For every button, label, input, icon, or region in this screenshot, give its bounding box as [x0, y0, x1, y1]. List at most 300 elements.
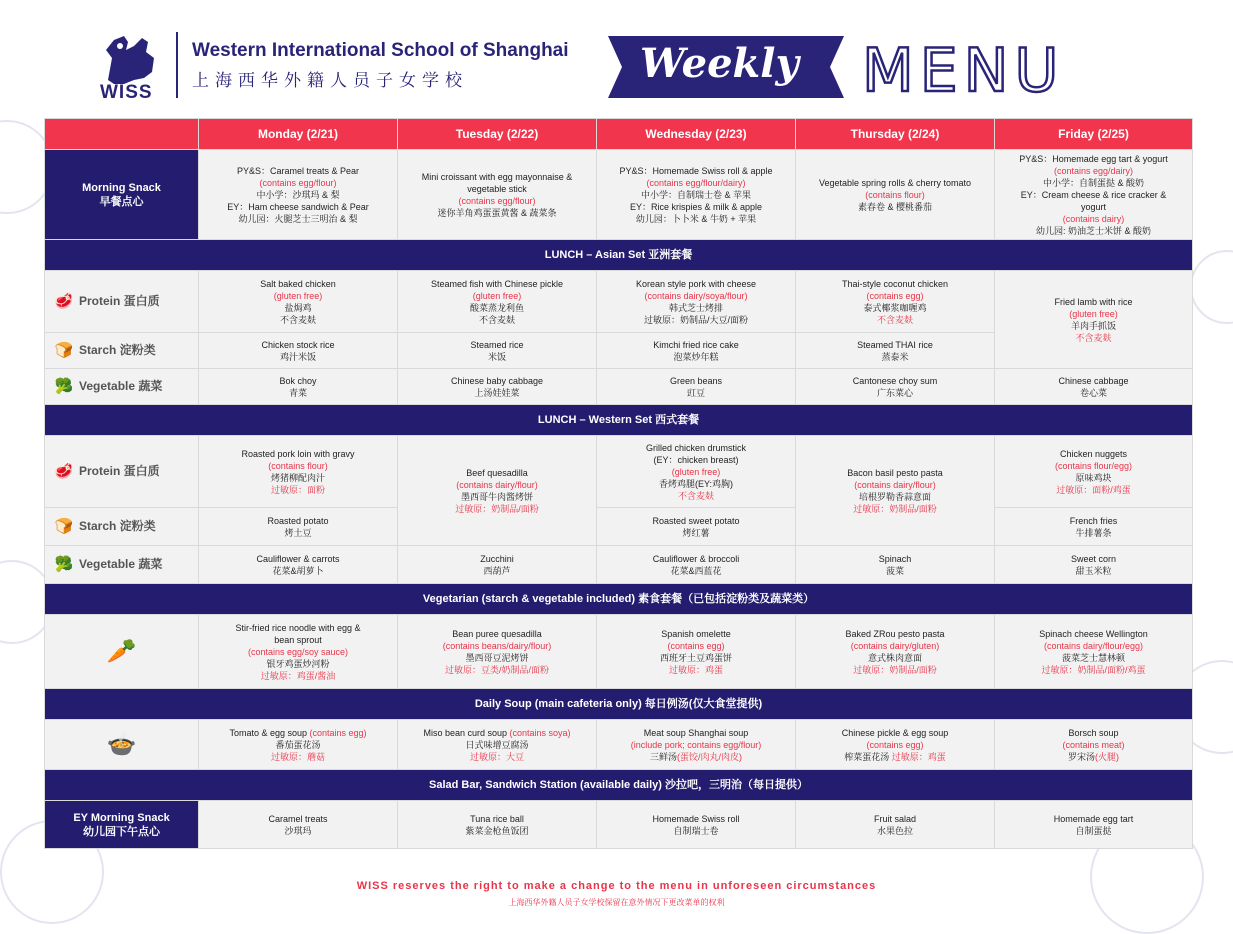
allergen-note: (contains egg/flour): [259, 177, 337, 188]
cell-line: [601, 739, 791, 751]
vegetable-label: [45, 546, 199, 584]
cell-line: [402, 640, 592, 652]
dish-text: 花菜&胡萝卜: [272, 565, 324, 576]
cell-line: [402, 553, 592, 565]
menu-cell: [597, 436, 796, 508]
western-starch-row: [45, 508, 1193, 546]
cell-line: [402, 565, 592, 577]
dish-text: Chicken stock rice: [261, 339, 335, 350]
cell-line: [402, 751, 592, 763]
cell-line: [601, 165, 791, 177]
menu-cell: [995, 801, 1193, 849]
cell-line: [800, 813, 990, 825]
dish-text: Roasted sweet potato: [652, 515, 740, 526]
dish-text: 沙琪玛: [284, 825, 312, 836]
dish-text: Green beans: [669, 375, 723, 386]
cell-line: [402, 195, 592, 207]
cell-line: [203, 646, 393, 658]
cell-line: [800, 739, 990, 751]
cell-line: [203, 565, 393, 577]
dish-text: Korean style pork with cheese: [635, 278, 757, 289]
weekly-title: Weekly: [640, 40, 799, 87]
menu-cell: [398, 801, 597, 849]
menu-cell: [199, 720, 398, 770]
cell-line: [999, 664, 1188, 676]
carrot-icon: 🥕: [45, 615, 199, 689]
cell-line: [601, 278, 791, 290]
cell-line: [203, 375, 393, 387]
dish-text: 罗宋汤: [1067, 751, 1095, 762]
cell-line: [203, 622, 393, 634]
cell-line: [999, 472, 1188, 484]
cell-line: [402, 302, 592, 314]
dish-text: EY：Rice krispies & milk & apple: [629, 201, 763, 212]
dish-text: Grilled chicken drumstick: [645, 442, 747, 453]
cell-line: [999, 201, 1188, 213]
cell-line: [800, 727, 990, 739]
dish-text: PY&S：Homemade Swiss roll & apple: [619, 165, 773, 176]
allergen-note: 过敏原：鸡蛋: [668, 664, 723, 675]
allergen-note: (contains flour/egg): [1054, 460, 1133, 471]
cell-line: [800, 628, 990, 640]
cell-line: [800, 314, 990, 326]
cell-line: [800, 640, 990, 652]
menu-cell: [995, 436, 1193, 508]
dish-text: PY&S：Caramel treats & Pear: [236, 165, 360, 176]
cell-line: [203, 201, 393, 213]
menu-cell: [995, 720, 1193, 770]
cell-line: [601, 640, 791, 652]
dish-text: French fries: [1069, 515, 1118, 526]
cell-line: [203, 448, 393, 460]
dish-text: 豇豆: [686, 387, 705, 398]
day-header-row: [45, 119, 1193, 150]
cell-line: [800, 751, 990, 763]
cell-line: [999, 652, 1188, 664]
allergen-note: (contains egg): [667, 640, 725, 651]
allergen-note: (contains meat): [1062, 739, 1125, 750]
dish-text: 青菜: [288, 387, 307, 398]
cell-line: [999, 640, 1188, 652]
dish-text: 烤猪柳配肉汁: [270, 472, 325, 483]
western-section-row: [45, 405, 1193, 436]
salad-section-row: [45, 770, 1193, 801]
cell-line: [203, 339, 393, 351]
vegetarian-section-row: [45, 584, 1193, 615]
dish-text: Tuna rice ball: [470, 813, 524, 824]
allergen-note: (contains egg/flour): [458, 195, 536, 206]
allergen-note: (contains flour): [865, 189, 925, 200]
allergen-note: (gluten free): [671, 466, 721, 477]
dish-text: Homemade Swiss roll: [652, 813, 740, 824]
cell-line: [601, 478, 791, 490]
broccoli-icon: 🥦: [54, 377, 74, 395]
menu-cell: [597, 546, 796, 584]
allergen-note: 过敏原：蘑菇: [270, 751, 325, 762]
menu-cell: [199, 615, 398, 689]
menu-cell: [597, 801, 796, 849]
cell-line: [800, 351, 990, 363]
cell-line: [601, 466, 791, 478]
dish-text: Thai-style coconut chicken: [841, 278, 949, 289]
dish-text: 韩式芝士烤排: [668, 302, 723, 313]
meat-icon: 🥩: [54, 462, 74, 480]
dish-text: Fruit salad: [873, 813, 917, 824]
dish-text: Vegetable spring rolls & cherry tomato: [818, 177, 972, 188]
cell-line: [402, 171, 592, 183]
cell-line: [601, 664, 791, 676]
dish-text: 菠菜芝士慧林顿: [1061, 652, 1125, 663]
cell-line: [402, 351, 592, 363]
cell-line: [800, 503, 990, 515]
dish-text: 自制瑞士卷: [673, 825, 719, 836]
cell-line: [800, 375, 990, 387]
cell-line: [203, 290, 393, 302]
cell-line: [800, 479, 990, 491]
dish-text: Cauliflower & broccoli: [652, 553, 740, 564]
cell-line: [203, 813, 393, 825]
cell-line: [402, 652, 592, 664]
dish-text: Homemade egg tart: [1053, 813, 1134, 824]
dish-text: Cantonese choy sum: [852, 375, 938, 386]
dish-text: 榨菜蛋花汤: [844, 751, 892, 762]
logo-wordmark: WISS: [100, 82, 153, 103]
menu-cell: [597, 271, 796, 333]
dish-text: EY：Cream cheese & rice cracker &: [1020, 189, 1167, 200]
label-text: Vegetable 蔬菜: [79, 379, 163, 394]
dish-text: Mini croissant with egg mayonnaise &: [421, 171, 573, 182]
asian-veg-row: [45, 369, 1193, 405]
cell-line: [999, 813, 1188, 825]
cell-line: [203, 527, 393, 539]
dish-text: 西班牙土豆鸡蛋饼: [659, 652, 732, 663]
section-title: LUNCH – Western Set 西式套餐: [45, 405, 1193, 436]
menu-cell: [796, 333, 995, 369]
cell-line: [999, 460, 1188, 472]
western-veg-row: [45, 546, 1193, 584]
cell-line: [999, 527, 1188, 539]
cell-line: [402, 727, 592, 739]
dish-text: Miso bean curd soup: [423, 727, 510, 738]
allergen-note: (contains beans/dairy/flour): [442, 640, 552, 651]
dish-text: 银牙鸡蛋炒河粉: [266, 658, 330, 669]
label-cn: 幼儿园下午点心: [83, 825, 160, 838]
bread-icon: 🍞: [54, 517, 74, 535]
menu-cell: [398, 369, 597, 405]
cell-line: [203, 484, 393, 496]
dish-text: 香烤鸡腿(EY:鸡胸): [658, 478, 733, 489]
section-title: Daily Soup (main cafeteria only) 每日例汤(仅大食堂提供): [45, 689, 1193, 720]
cell-line: [402, 628, 592, 640]
cell-line: [203, 739, 393, 751]
allergen-note: (contains dairy/soya/flour): [644, 290, 748, 301]
dish-text: 羊肉手抓饭: [1070, 320, 1116, 331]
menu-cell: [199, 508, 398, 546]
cell-line: [601, 302, 791, 314]
cell-line: [800, 278, 990, 290]
cell-line: [601, 213, 791, 225]
cell-line: [601, 813, 791, 825]
cell-line: [203, 634, 393, 646]
cell-line: [601, 454, 791, 466]
dish-text: 幼儿园：火腿芝士三明治 & 梨: [238, 213, 358, 224]
cell-line: [999, 225, 1188, 237]
allergen-note: (gluten free): [1069, 308, 1118, 319]
dish-text: 墨西哥牛肉酱烤饼: [460, 491, 533, 502]
cell-line: [402, 664, 592, 676]
starch-label: [45, 333, 199, 369]
cell-line: [203, 302, 393, 314]
header-divider: [176, 32, 178, 98]
dish-text: 中小学：自制蛋挞 & 酸奶: [1042, 177, 1144, 188]
decor-circle: [1190, 250, 1233, 324]
menu-cell: [995, 150, 1193, 240]
cell-line: [999, 727, 1188, 739]
cell-line: [999, 153, 1188, 165]
cell-line: [800, 387, 990, 399]
label-en: EY Morning Snack: [73, 811, 170, 824]
cell-line: [999, 308, 1188, 320]
dish-text: 三鲜汤: [649, 751, 677, 762]
cell-line: [999, 296, 1188, 308]
dish-text: 酸菜蒸龙利鱼: [469, 302, 524, 313]
menu-cell: [199, 271, 398, 333]
cell-line: [601, 515, 791, 527]
dish-text: Caramel treats: [268, 813, 328, 824]
dish-text: 盐焗鸡: [284, 302, 312, 313]
cell-line: [402, 314, 592, 326]
dish-text: 米饭: [487, 351, 506, 362]
allergen-note: 过敏原：豆类/奶制品/面粉: [444, 664, 549, 675]
dish-text: Steamed fish with Chinese pickle: [430, 278, 564, 289]
ey-snack-row: [45, 801, 1193, 849]
cell-line: [203, 351, 393, 363]
cell-line: [601, 825, 791, 837]
cell-line: [203, 553, 393, 565]
cell-line: [402, 813, 592, 825]
dish-text: 菠菜: [885, 565, 904, 576]
cell-line: [999, 189, 1188, 201]
menu-cell: [398, 271, 597, 333]
menu-cell: [995, 508, 1193, 546]
cell-line: [402, 278, 592, 290]
dish-text: 素春卷 & 樱桃番茄: [857, 201, 932, 212]
dish-text: Borsch soup: [1068, 727, 1119, 738]
menu-cell: [597, 508, 796, 546]
allergen-note: (contains soya): [509, 727, 571, 738]
protein-label: [45, 271, 199, 333]
allergen-note: (contains dairy/flour/egg): [1043, 640, 1144, 651]
dish-text: Steamed THAI rice: [857, 339, 933, 350]
menu-cell: [597, 150, 796, 240]
section-title: Salad Bar, Sandwich Station (available daily) 沙拉吧，三明治（每日提供）: [45, 770, 1193, 801]
cell-line: [999, 177, 1188, 189]
dish-text: Bean puree quesadilla: [452, 628, 542, 639]
allergen-note: (contains egg/soy sauce): [247, 646, 349, 657]
dish-text: 幼儿园: 奶油芝士米饼 & 酸奶: [1035, 225, 1151, 236]
allergen-note: (contains dairy/gluten): [850, 640, 940, 651]
starch-label: [45, 508, 199, 546]
cell-line: [999, 484, 1188, 496]
morning-snack-label: [45, 150, 199, 240]
cell-line: [800, 664, 990, 676]
cell-line: [402, 207, 592, 219]
dish-text: 上汤娃娃菜: [474, 387, 520, 398]
cell-line: [800, 302, 990, 314]
dish-text: EY：Ham cheese sandwich & Pear: [227, 201, 369, 212]
menu-cell: [398, 615, 597, 689]
menu-cell: [199, 333, 398, 369]
cell-line: [601, 387, 791, 399]
cell-line: [402, 339, 592, 351]
dish-text: 甜玉米粒: [1075, 565, 1112, 576]
cell-line: [402, 491, 592, 503]
asian-protein-row: [45, 271, 1193, 333]
morning-snack-row: [45, 150, 1193, 240]
allergen-note: (蛋饺/肉丸/肉皮): [677, 751, 742, 762]
dish-text: 鸡汁米饭: [279, 351, 316, 362]
label-text: Starch 淀粉类: [79, 343, 156, 358]
section-title: Vegetarian (starch & vegetable included) 素食套餐（已包括淀粉类及蔬菜类）: [45, 584, 1193, 615]
dish-text: Beef quesadilla: [466, 467, 528, 478]
allergen-note: (contains egg): [309, 727, 367, 738]
cell-line: [402, 290, 592, 302]
allergen-note: (contains egg/dairy): [1053, 165, 1134, 176]
dish-text: 烤土豆: [284, 527, 312, 538]
label-text: Vegetable 蔬菜: [79, 557, 163, 572]
cell-line: [999, 375, 1188, 387]
day-header: Tuesday (2/22): [398, 119, 597, 150]
cell-line: [203, 670, 393, 682]
cell-line: [800, 553, 990, 565]
dish-text: 不含麦麸: [279, 314, 316, 325]
dish-text: Stir-fried rice noodle with egg &: [235, 622, 361, 633]
dish-text: Roasted potato: [267, 515, 329, 526]
menu-cell: [796, 720, 995, 770]
cell-line: [203, 515, 393, 527]
allergen-note: 过敏原：大豆: [469, 751, 524, 762]
label-text: Protein 蛋白质: [79, 294, 160, 309]
dish-text: (EY：chicken breast): [653, 454, 739, 465]
allergen-note: 过敏原：奶制品/面粉/鸡蛋: [1041, 664, 1146, 675]
menu-title: MENU: [862, 36, 1065, 106]
dish-text: vegetable stick: [467, 183, 527, 194]
dish-text: Chinese pickle & egg soup: [841, 727, 949, 738]
cell-line: [402, 387, 592, 399]
cell-line: [999, 751, 1188, 763]
dish-text: Kimchi fried rice cake: [653, 339, 739, 350]
cell-line: [203, 189, 393, 201]
meat-icon: 🥩: [54, 292, 74, 310]
cell-line: [999, 332, 1188, 344]
menu-cell: [199, 801, 398, 849]
dish-text: Cauliflower & carrots: [256, 553, 340, 564]
dish-text: 中小学：沙琪玛 & 梨: [256, 189, 340, 200]
allergen-note: 不含麦麸: [1075, 332, 1112, 343]
menu-cell: [995, 615, 1193, 689]
dish-text: 迷你羊角鸡蛋蛋黄酱 & 蔬菜条: [437, 207, 557, 218]
dish-text: 花菜&西蓝花: [670, 565, 722, 576]
day-header: Thursday (2/24): [796, 119, 995, 150]
dish-text: 中小学：自制瑞士卷 & 苹果: [640, 189, 751, 200]
cell-line: [601, 565, 791, 577]
menu-cell: [796, 615, 995, 689]
cell-line: [203, 658, 393, 670]
cell-line: [999, 320, 1188, 332]
allergen-note: 过敏原：面粉/鸡蛋: [1056, 484, 1131, 495]
menu-cell: [995, 369, 1193, 405]
allergen-note: (火腿): [1095, 751, 1119, 762]
footer-disclaimer-cn: 上海西华外籍人员子女学校保留在意外情况下更改菜单的权利: [508, 898, 725, 907]
dish-text: 卷心菜: [1079, 387, 1107, 398]
allergen-note: 过敏原：面粉: [270, 484, 325, 495]
dish-text: Bacon basil pesto pasta: [847, 467, 943, 478]
school-name-cn: 上海西华外籍人员子女学校: [192, 71, 468, 90]
school-name-en: Western International School of Shanghai: [192, 40, 569, 61]
cell-line: [402, 825, 592, 837]
asian-section-row: [45, 240, 1193, 271]
cell-line: [601, 201, 791, 213]
cell-line: [800, 177, 990, 189]
dish-text: 原味鸡块: [1075, 472, 1112, 483]
dish-text: 意式株肉意面: [867, 652, 922, 663]
menu-cell: [796, 436, 995, 546]
menu-cell: [597, 615, 796, 689]
dish-text: 紫菜金枪鱼饭团: [465, 825, 529, 836]
menu-cell: [796, 546, 995, 584]
dish-text: Bok choy: [279, 375, 317, 386]
allergen-note: (contains dairy/flour): [854, 479, 936, 490]
cell-line: [800, 189, 990, 201]
allergen-note: 过敏原：鸡蛋/酱油: [260, 670, 336, 681]
soup-section-row: [45, 689, 1193, 720]
corner-cell: [45, 119, 199, 150]
cell-line: [203, 825, 393, 837]
dish-text: yogurt: [1080, 201, 1106, 212]
menu-cell: [199, 369, 398, 405]
dish-text: 广东菜心: [876, 387, 913, 398]
allergen-note: 过敏原：奶制品/面粉: [853, 503, 937, 514]
allergen-note: 过敏原：奶制品/面粉: [455, 503, 539, 514]
dish-text: 墨西哥豆泥烤饼: [465, 652, 529, 663]
cell-line: [999, 515, 1188, 527]
dish-text: 泡菜炒年糕: [673, 351, 719, 362]
cell-line: [601, 527, 791, 539]
dish-text: Spanish omelette: [661, 628, 731, 639]
cell-line: [601, 628, 791, 640]
menu-cell: [199, 546, 398, 584]
cell-line: [203, 387, 393, 399]
allergen-note: (contains egg): [866, 290, 924, 301]
dish-text: Baked ZRou pesto pasta: [845, 628, 945, 639]
dish-text: Spinach: [878, 553, 912, 564]
cell-line: [800, 201, 990, 213]
cell-line: [203, 213, 393, 225]
cell-line: [601, 751, 791, 763]
cell-line: [601, 290, 791, 302]
soup-row: [45, 720, 1193, 770]
dish-text: Spinach cheese Wellington: [1039, 628, 1148, 639]
menu-cell: [796, 801, 995, 849]
day-header: Wednesday (2/23): [597, 119, 796, 150]
cell-line: [203, 278, 393, 290]
menu-cell: [199, 150, 398, 240]
day-header: Friday (2/25): [995, 119, 1193, 150]
cell-line: [203, 177, 393, 189]
cell-line: [402, 375, 592, 387]
cell-line: [601, 442, 791, 454]
cell-line: [402, 739, 592, 751]
